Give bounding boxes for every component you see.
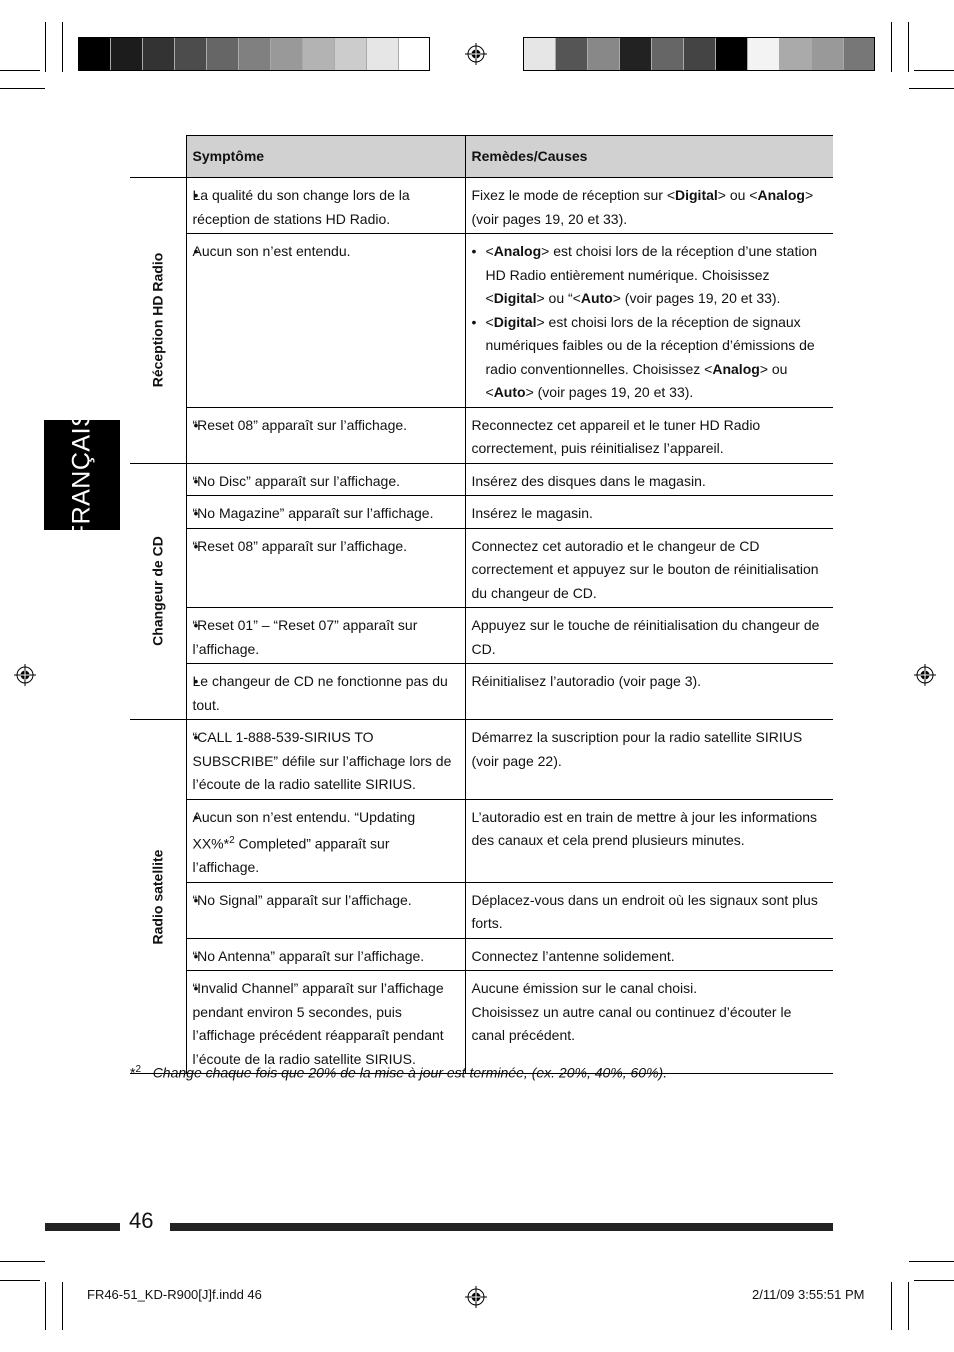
table-row <box>130 971 833 1074</box>
header-symptom: Symptôme <box>186 136 465 178</box>
symptom-cell: • “Reset 08” apparaît sur l’affichage. <box>186 407 465 463</box>
crop-mark <box>0 1280 40 1281</box>
crop-mark <box>0 1261 45 1262</box>
remedy-cell: Appuyez sur le touche de réinitialisation du changeur de CD. <box>465 608 833 664</box>
table-row <box>130 664 833 720</box>
remedy-cell: Connectez l’antenne solidement. <box>465 938 833 971</box>
symptom-cell: • “Reset 08” apparaît sur l’affichage. <box>186 528 465 608</box>
remedy-bullet: • <Digital> est choisi lors de la réception de signaux numériques faibles ou de la réception d’émissions de radio conventionnelles. Choisissez <Analog> ou <Auto> (voir pages 19, 20 et 33). <box>472 311 828 405</box>
footnote: *$^2$ Change chaque fois que 20% de la mise à jour est terminée, (ex. 20%, 40%, 60%). <box>130 1064 668 1081</box>
page-number: 46 <box>129 1208 154 1233</box>
language-tab <box>44 409 120 541</box>
crop-mark <box>909 88 954 89</box>
symptom-cell: • “Reset 01” – “Reset 07” apparaît sur l’affichage. <box>186 608 465 664</box>
remedy-cell: Insérez le magasin. <box>465 496 833 529</box>
remedy-cell: Connectez cet autoradio et le changeur de CD correctement et appuyez sur le bouton de réinitialisation du changeur de CD. <box>465 528 833 608</box>
category-label: Réception HD Radio <box>149 252 165 388</box>
category-label: Changeur de CD <box>149 536 165 647</box>
table-row <box>130 496 833 529</box>
crop-mark <box>914 1280 954 1281</box>
remedy-cell: Réinitialisez l’autoradio (voir page 3). <box>465 664 833 720</box>
crop-mark <box>62 22 63 72</box>
table-row <box>130 720 833 800</box>
symptom-cell: • “No Disc” apparaît sur l’affichage. <box>186 463 465 496</box>
table-row <box>130 234 833 408</box>
crop-mark <box>908 1282 909 1330</box>
table-row <box>130 178 833 234</box>
header-remedy: Remèdes/Causes <box>465 136 833 178</box>
registration-mark-icon <box>14 664 36 686</box>
remedy-bullet: • <Analog> est choisi lors de la réception d’une station HD Radio entièrement numérique. Choisissez <Digital> ou “<Auto> (voir pages 19, 20 et 33). <box>472 240 828 311</box>
crop-mark <box>62 1282 63 1330</box>
symptom-cell: • La qualité du son change lors de la réception de stations HD Radio. <box>186 178 465 234</box>
category-satellite-radio <box>130 720 186 1074</box>
remedy-cell: Démarrez la suscription pour la radio satellite SIRIUS (voir page 22). <box>465 720 833 800</box>
crop-mark <box>908 22 909 72</box>
symptom-cell: • “No Antenna” apparaît sur l’affichage. <box>186 938 465 971</box>
category-cd-changer <box>130 463 186 720</box>
registration-mark-icon <box>465 43 487 65</box>
table-row <box>130 799 833 882</box>
crop-mark <box>0 70 40 71</box>
symptom-cell: • “No Signal” apparaît sur l’affichage. <box>186 882 465 938</box>
crop-mark <box>45 1282 46 1330</box>
language-tab-label: FRANÇAIS <box>67 409 96 541</box>
remedy-cell: Insérez des disques dans le magasin. <box>465 463 833 496</box>
registration-mark-icon <box>465 1286 487 1308</box>
grayscale-bar <box>78 37 430 71</box>
symptom-cell: • Aucun son n’est entendu. <box>186 234 465 408</box>
registration-mark-icon <box>914 664 936 686</box>
symptom-cell: • “CALL 1-888-539-SIRIUS TO SUBSCRIBE” défile sur l’affichage lors de l’écoute de la radio satellite SIRIUS. <box>186 720 465 800</box>
remedy-cell: Déplacez-vous dans un endroit où les signaux sont plus forts. <box>465 882 833 938</box>
remedy-cell: Reconnectez cet appareil et le tuner HD Radio correctement, puis réinitialisez l’appareil. <box>465 407 833 463</box>
crop-mark <box>914 70 954 71</box>
crop-mark <box>909 1261 954 1262</box>
troubleshooting-table <box>130 135 833 1074</box>
table-header-row <box>130 136 833 178</box>
table-row <box>130 608 833 664</box>
table-row <box>130 938 833 971</box>
symptom-cell: • Le changeur de CD ne fonctionne pas du tout. <box>186 664 465 720</box>
page-rule-left <box>45 1223 120 1231</box>
table-row <box>130 882 833 938</box>
symptom-cell: • “Invalid Channel” apparaît sur l’affichage pendant environ 5 secondes, puis l’affichage précédent réapparaît pendant l’écoute de la radio satellite SIRIUS. <box>186 971 465 1074</box>
slug-date: 2/11/09 3:55:51 PM <box>752 1287 865 1302</box>
page-rule-right <box>170 1223 833 1231</box>
crop-mark <box>0 88 45 89</box>
header-blank <box>130 136 186 178</box>
symptom-cell: • Aucun son n’est entendu. “Updating XX%*$^2$ Completed” apparaît sur l’affichage. <box>186 799 465 882</box>
remedy-cell: L’autoradio est en train de mettre à jour les informations des canaux et cela prend plusieurs minutes. <box>465 799 833 882</box>
category-hd-radio <box>130 178 186 464</box>
remedy-cell: Aucune émission sur le canal choisi. Choisissez un autre canal ou continuez d’écouter le canal précédent. <box>465 971 833 1074</box>
symptom-cell: • “No Magazine” apparaît sur l’affichage. <box>186 496 465 529</box>
remedy-cell <box>465 234 833 408</box>
crop-mark <box>891 1282 892 1330</box>
slug-file: FR46-51_KD-R900[J]f.indd 46 <box>87 1287 262 1302</box>
color-bar <box>523 37 875 71</box>
table-row <box>130 463 833 496</box>
table-row <box>130 407 833 463</box>
table-row <box>130 528 833 608</box>
category-label: Radio satellite <box>149 849 165 945</box>
crop-mark <box>45 22 46 72</box>
remedy-cell: Fixez le mode de réception sur <Digital> ou <Analog> (voir pages 19, 20 et 33). <box>465 178 833 234</box>
crop-mark <box>891 22 892 72</box>
